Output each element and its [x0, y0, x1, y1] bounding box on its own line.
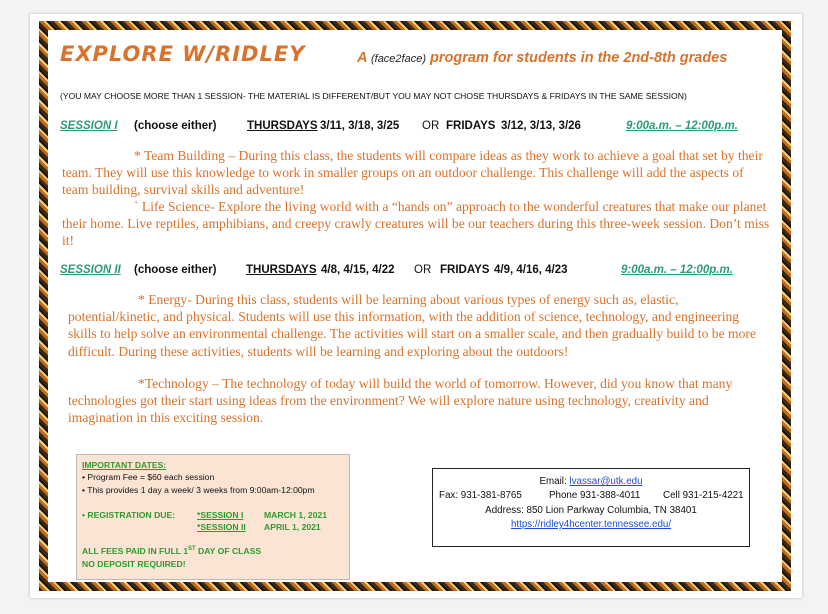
address: Address: 850 Lion Parkway Columbia, TN 38401	[485, 505, 697, 516]
email-label: Email:	[539, 476, 567, 487]
registration-session2: *SESSION II	[197, 522, 246, 532]
session2-time: 9:00a.m. – 12:00p.m.	[621, 264, 733, 276]
registration-label: • REGISTRATION DUE:	[82, 510, 176, 520]
session2-label: SESSION II	[60, 264, 121, 276]
session1-friday-dates: 3/12, 3/13, 3/26	[501, 120, 581, 132]
session2-thursday-dates: 4/8, 4/15, 4/22	[321, 264, 395, 276]
important-dates-box	[76, 454, 350, 580]
session2-class-technology: *Technology – The technology of today will build the world of tomorrow. However, did you know that many technologies got their start using ideas from the environment? We will explore nature using technology, creativity and imagination in this exciting session.	[68, 376, 733, 426]
session1-time: 9:00a.m. – 12:00p.m.	[626, 120, 738, 132]
flyer-content	[48, 30, 782, 582]
session1-class-life-science: ` Life Science- Explore the living world with a “hands on” approach to the wonderful creatures that make our planet their home. Live reptiles, amphibians, and creepy crawly creatures will be our teachers during this three-week session. Don’t miss it!	[62, 199, 770, 249]
schedule-info: • This provides 1 day a week/ 3 weeks from 9:00am-12:00pm	[82, 485, 315, 495]
flyer-tagline	[357, 50, 727, 66]
tagline-a: A	[357, 50, 367, 66]
session2-friday-dates: 4/9, 4/16, 4/23	[494, 264, 568, 276]
session1-fridays: FRIDAYS	[446, 120, 496, 132]
fees-paid-a: ALL FEES PAID IN FULL 1	[82, 546, 188, 556]
session1-choose: (choose either)	[134, 120, 217, 132]
session2-choose: (choose either)	[134, 264, 217, 276]
program-fee: • Program Fee = $60 each session	[82, 472, 215, 482]
email-link[interactable]: lvassar@utk.edu	[569, 476, 643, 487]
session-note: (YOU MAY CHOOSE MORE THAN 1 SESSION- THE MATERIAL IS DIFFERENT/BUT YOU MAY NOT CHOSE THURSDAYS & FRIDAYS IN THE SAME SESSION)	[60, 91, 687, 101]
registration-session1-date: MARCH 1, 2021	[264, 510, 328, 520]
no-deposit-note: NO DEPOSIT REQUIRED!	[82, 559, 186, 569]
cell-number: Cell 931-215-4221	[663, 490, 744, 501]
session1-label: SESSION I	[60, 120, 118, 132]
session1-thursday-dates: 3/11, 3/18, 3/25	[320, 120, 400, 132]
session1-class-team-building: * Team Building – During this class, the students will compare ideas as they work to achieve a goal that set by their team. They will use this knowledge to work in smaller groups on an outdoor challenge. This challenge will add the aspects of team building, survival skills and adventure!	[62, 148, 763, 198]
session2-class-energy: * Energy- During this class, students will be learning about various types of energy such as, elastic, potential/kinetic, and physical. Students will use this information, with the addition of science, technology, and engineering skills to help solve an environmental challenge. The activities will start on a smaller scale, and then gradually build to be more difficult. During these activities, students will be learning and exploring about the outdoors!	[68, 292, 756, 359]
tagline-face2face: (face2face)	[370, 53, 426, 65]
fees-paid-note	[82, 546, 261, 556]
session1-thursdays: THURSDAYS	[247, 120, 318, 132]
registration-session2-date: APRIL 1, 2021	[264, 522, 321, 532]
phone-number: Phone 931-388-4011	[549, 490, 641, 501]
important-heading: IMPORTANT DATES:	[82, 460, 167, 470]
session2-row	[60, 264, 121, 276]
email-line	[433, 476, 749, 487]
session2-fridays: FRIDAYS	[440, 264, 490, 276]
flyer-title: EXPLORE W/RIDLEY	[60, 42, 306, 66]
session2-thursdays: THURSDAYS	[246, 264, 317, 276]
contact-box	[432, 468, 750, 547]
registration-session1: *SESSION I	[197, 510, 244, 520]
session2-or: OR	[414, 264, 432, 276]
session1-row	[60, 120, 118, 132]
session1-or: OR	[422, 120, 440, 132]
fees-paid-sup: ST	[188, 546, 196, 553]
website-link[interactable]: https://ridley4hcenter.tennessee.edu/	[510, 519, 672, 530]
tagline-rest: program for students in the 2nd-8th grades	[430, 50, 728, 66]
fax-number: Fax: 931-381-8765	[439, 490, 522, 501]
fees-paid-b: DAY OF CLASS	[195, 546, 262, 556]
